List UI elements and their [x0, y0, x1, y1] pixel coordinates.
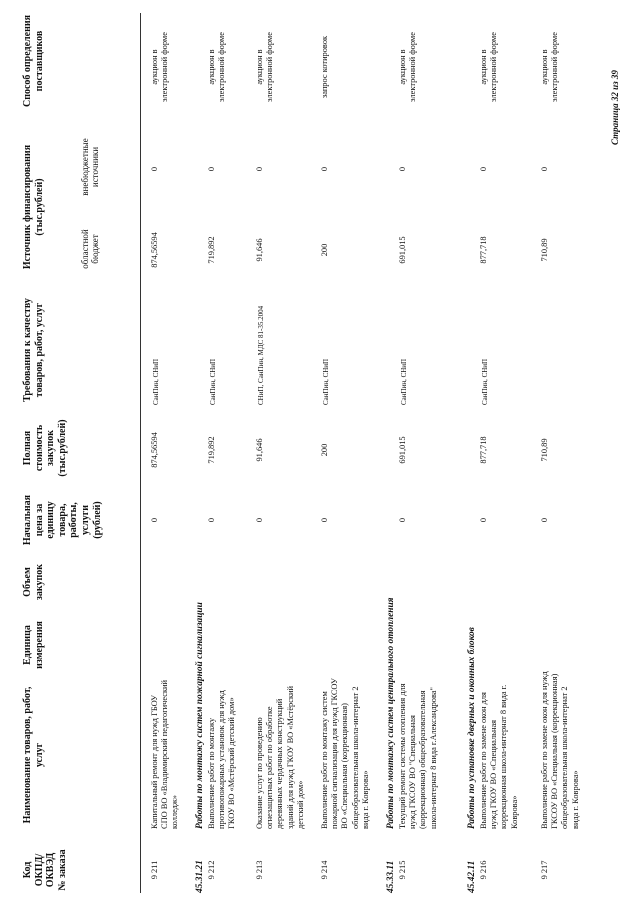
row-funding-extra: 0 [255, 166, 264, 172]
header-code: Код ОКПД/ ОКВЭД № заказа [22, 849, 68, 891]
row-method: аукцион в электронной форме [540, 32, 560, 102]
section-code: 45.31.21 [195, 860, 205, 893]
row-funding-regional: 91,646 [255, 238, 264, 262]
row-code: 9 216 [479, 860, 488, 880]
row-code: 9 217 [540, 860, 549, 880]
header-start-price: Начальная цена за единицу товара, работы, услуги (рублей) [22, 494, 103, 546]
row-funding-regional: 719,892 [207, 236, 216, 264]
header-requirements: Требования к качеству товаров, работ, услуг [22, 298, 45, 402]
section-title: Работы по установке дверных и оконных блоков [467, 627, 477, 829]
section-code: 45.33.11 [386, 860, 396, 893]
row-funding-regional: 877,718 [479, 236, 488, 264]
row-requirements: СанПин, СНиП [322, 358, 330, 405]
row-requirements: СанПин, СНиП [481, 358, 489, 405]
section-title: Работы по монтажу систем центрального отопления [386, 597, 396, 829]
header-funding-regional: областной бюджет [80, 229, 101, 269]
row-funding-extra: 0 [398, 166, 407, 172]
header-funding: Источник финансирования (тыс.рублей) [22, 144, 45, 270]
row-price: 0 [540, 517, 549, 523]
row-total: 719,892 [207, 436, 216, 464]
row-name: Выполнение работ по монтажу противопожарных установок для нужд ГКОУ ВО «Мстёрский детский дом» [207, 690, 237, 829]
row-method: аукцион в электронной форме [207, 32, 227, 102]
row-price: 0 [320, 517, 329, 523]
row-code: 9 214 [320, 860, 329, 880]
row-total: 691,015 [398, 436, 407, 464]
row-requirements: СанПин, СНиП [152, 358, 160, 405]
row-total: 200 [320, 443, 329, 457]
header-method: Способ определения поставщиков [22, 14, 45, 108]
row-code: 9 213 [255, 860, 264, 880]
row-method: аукцион в электронной форме [398, 32, 418, 102]
row-code: 9 212 [207, 860, 216, 880]
row-funding-extra: 0 [479, 166, 488, 172]
row-total: 91,646 [255, 438, 264, 462]
row-price: 0 [255, 517, 264, 523]
row-method: аукцион в электронной форме [255, 32, 275, 102]
row-name: Выполнение работ по замене окон для нужд ГКОУ ВО «Специальная коррекционная школа-интернат 8 вида г. Коврова» [479, 684, 519, 829]
section-code: 45.42.11 [467, 860, 477, 893]
row-code: 9 215 [398, 860, 407, 880]
row-price: 0 [398, 517, 407, 523]
row-code: 9 211 [150, 860, 159, 880]
row-method: аукцион в электронной форме [150, 32, 170, 102]
row-method: запрос котировок [320, 35, 329, 99]
row-funding-extra: 0 [320, 166, 329, 172]
row-total: 710,89 [540, 438, 549, 462]
row-funding-regional: 710,89 [540, 238, 549, 262]
row-price: 0 [479, 517, 488, 523]
header-rule [140, 13, 141, 893]
row-name: Выполнение работ по монтажу систем пожарной сигнализации для нужд ГКСОУ ВО «Специальная (коррекционная) общеобразовательная школа-интернат 2 вида г. Коврова» [320, 678, 370, 829]
header-name: Наименование товаров, работ, услуг [22, 686, 45, 824]
row-name: Текущий ремонт системы отопления для нужд ГКСОУ ВО "Специальная (коррекционная) общеобразовательная школа-интернат 8 вида г.Александрова" [398, 683, 438, 829]
row-name: Оказание услуг по проведению огнезащитных работ по обработке деревянных чердачных конструкций зданий для нужд ГКОУ ВО «Мстёрский детский дом» [255, 686, 305, 829]
row-requirements: СанПин, СНиП [209, 358, 217, 405]
row-funding-extra: 0 [540, 166, 549, 172]
row-funding-regional: 874,56594 [150, 232, 159, 268]
row-requirements: СНиП, СанПин, МДС 81-35.2004 [257, 305, 265, 405]
row-name: Капитальный ремонт для нужд ГБОУ СПО ВО «Владимирский педагогический колледж» [150, 679, 180, 829]
row-price: 0 [207, 517, 216, 523]
header-funding-extra: внебюджетные источники [80, 138, 101, 196]
row-funding-extra: 0 [150, 166, 159, 172]
header-total: Полная стоимость закупок (тыс.рублей) [22, 419, 68, 477]
page-number: Страница 32 из 39 [610, 70, 620, 145]
header-volume: Объем закупок [22, 563, 45, 601]
row-funding-regional: 691,015 [398, 236, 407, 264]
section-title: Работы по монтажу систем пожарной сигнализации [195, 602, 205, 829]
row-funding-regional: 200 [320, 243, 329, 257]
row-total: 877,718 [479, 436, 488, 464]
header-unit: Единица измерения [22, 621, 45, 669]
row-name: Выполнение работ по замене окон для нужд ГКСОУ ВО «Специальная (коррекционная) общеобразовательная школа-интернат 2 вида г. Коврова» [540, 671, 580, 829]
row-price: 0 [150, 517, 159, 523]
row-method: аукцион в электронной форме [479, 32, 499, 102]
row-requirements: СанПин, СНиП [400, 358, 408, 405]
row-total: 874,56594 [150, 432, 159, 468]
row-funding-extra: 0 [207, 166, 216, 172]
